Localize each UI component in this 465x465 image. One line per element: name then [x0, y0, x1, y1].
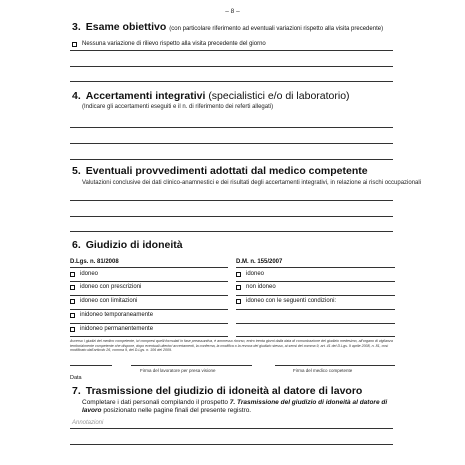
section-3-note: (con particolare riferimento ad eventuali variazioni rispetto alla visita precedente) [169, 26, 384, 32]
checkbox-box[interactable] [70, 272, 75, 277]
no-variation-checkbox[interactable] [72, 41, 266, 47]
row-rule [236, 281, 395, 282]
option-idoneo-con-limitazioni[interactable] [70, 298, 137, 304]
section-7-heading [72, 385, 362, 397]
write-line[interactable] [70, 159, 393, 160]
checkbox-box[interactable] [236, 272, 241, 277]
checkbox-box[interactable] [70, 299, 75, 304]
worker-signature-caption: Firma del lavoratore per presa visione [140, 368, 216, 373]
row-rule [236, 336, 395, 337]
row-rule [236, 323, 395, 324]
appeal-fine-print: Avverso i giudizi del medico competente, ivi compresi quelli formulati in fase preassuntiva, è ammesso ricorso, entro trenta giorni dalla data di comunicazione del giudizio medesimo, all'organo di vigilanza territorialmente competente che dispone, dopo eventuali ulteriori accertamenti, la conferma, la modifica o la revoca del giudizio stesso, ai sensi del comma 9, art. 41 del D.Lgs. 9 aprile 2008, n. 81, così modificato dall'articolo 26, comma 9, del D.Lgs. n. 106 del 2009. [70, 339, 393, 353]
write-line[interactable] [70, 444, 393, 445]
section-6-heading [72, 239, 183, 251]
checkbox-box[interactable] [236, 299, 241, 304]
option-idoneo[interactable] [70, 271, 98, 277]
checkbox-box[interactable] [70, 327, 75, 332]
date-line[interactable] [70, 365, 112, 366]
section-7-number: 7. [72, 385, 81, 397]
left-column-heading: D.Lgs. n. 81/2008 [70, 259, 119, 265]
section-5-note: Valutazioni conclusive dei dati clinico-anamnestici e dei risultati degli accertamenti integrativi, in relazione ai rischi occupazionali [82, 180, 422, 186]
row-rule [70, 336, 228, 337]
section-3-number: 3. [72, 21, 81, 33]
instructions-text-end: posizionato nelle pagine finali del presente registro. [101, 407, 252, 414]
row-rule [70, 281, 228, 282]
option-label: idoneo con limitazioni [80, 298, 138, 304]
write-line[interactable] [70, 50, 393, 51]
write-line[interactable] [70, 66, 393, 67]
row-rule [236, 295, 395, 296]
section-7-title: Trasmissione del giudizio di idoneità al datore di lavoro [85, 385, 363, 397]
annotations-label: Annotazioni [72, 420, 104, 426]
write-line[interactable] [70, 143, 393, 144]
right-column-rule [236, 267, 395, 268]
section-4-heading [72, 90, 350, 102]
option-label: inidoneo temporaneamente [80, 312, 154, 318]
worker-signature-line[interactable] [131, 365, 252, 366]
option-label: idoneo [246, 271, 265, 277]
write-line[interactable] [70, 216, 393, 217]
instructions-bold: 7. Trasmissione del giudizio di idoneità al datore di lavoro [82, 399, 388, 414]
left-column-rule [70, 267, 228, 268]
section-6-number: 6. [72, 239, 81, 251]
dm-option-idoneo-condizioni[interactable] [236, 298, 336, 304]
instructions-text: Completare i dati personali compilando il prospetto [82, 399, 230, 406]
checkbox-box[interactable] [72, 42, 77, 47]
row-rule [70, 295, 228, 296]
option-label: non idoneo [246, 284, 276, 290]
row-rule [70, 323, 228, 324]
page-number: – 8 – [225, 8, 240, 15]
option-label: idoneo [80, 271, 99, 277]
section-5-number: 5. [72, 165, 81, 177]
section-6-title: Giudizio di idoneità [85, 239, 183, 251]
dm-option-idoneo[interactable] [236, 271, 264, 277]
option-label: inidoneo permanentemente [80, 326, 154, 332]
option-label: idoneo con prescrizioni [80, 284, 142, 290]
checkbox-box[interactable] [70, 313, 75, 318]
section-4-title-paren: (specialistici e/o di laboratorio) [208, 90, 350, 102]
section-3-title: Esame obiettivo [85, 21, 167, 33]
no-variation-label: Nessuna variazione di rilievo rispetto alla visita precedente del giorno [82, 41, 266, 47]
doctor-signature-line[interactable] [275, 365, 395, 366]
option-label: idoneo con le seguenti condizioni: [246, 298, 337, 304]
dm-option-non-idoneo[interactable] [236, 284, 276, 290]
option-idoneo-con-prescrizioni[interactable] [70, 284, 141, 290]
doctor-signature-caption: Firma del medico competente [293, 368, 353, 373]
write-line[interactable] [70, 200, 393, 201]
section-4-note: (Indicare gli accertamenti eseguiti e il n. di riferimento dei referti allegati) [82, 104, 274, 110]
section-5-heading [72, 165, 368, 177]
write-line[interactable] [70, 428, 393, 429]
section-4-number: 4. [72, 90, 81, 102]
section-7-instructions [82, 399, 397, 415]
write-line[interactable] [70, 127, 393, 128]
section-4-title: Accertamenti integrativi [85, 90, 206, 102]
write-line[interactable] [70, 81, 393, 82]
right-column-heading: D.M. n. 155/2007 [236, 259, 283, 265]
write-line[interactable] [70, 231, 393, 232]
checkbox-box[interactable] [70, 285, 75, 290]
option-inidoneo-temporaneamente[interactable] [70, 312, 153, 318]
section-5-title: Eventuali provvedimenti adottati dal medico competente [85, 165, 368, 177]
row-rule [236, 309, 395, 310]
option-inidoneo-permanentemente[interactable] [70, 326, 153, 332]
checkbox-box[interactable] [236, 285, 241, 290]
row-rule [70, 309, 228, 310]
date-label: Data [70, 375, 82, 381]
section-3-heading [72, 21, 383, 33]
